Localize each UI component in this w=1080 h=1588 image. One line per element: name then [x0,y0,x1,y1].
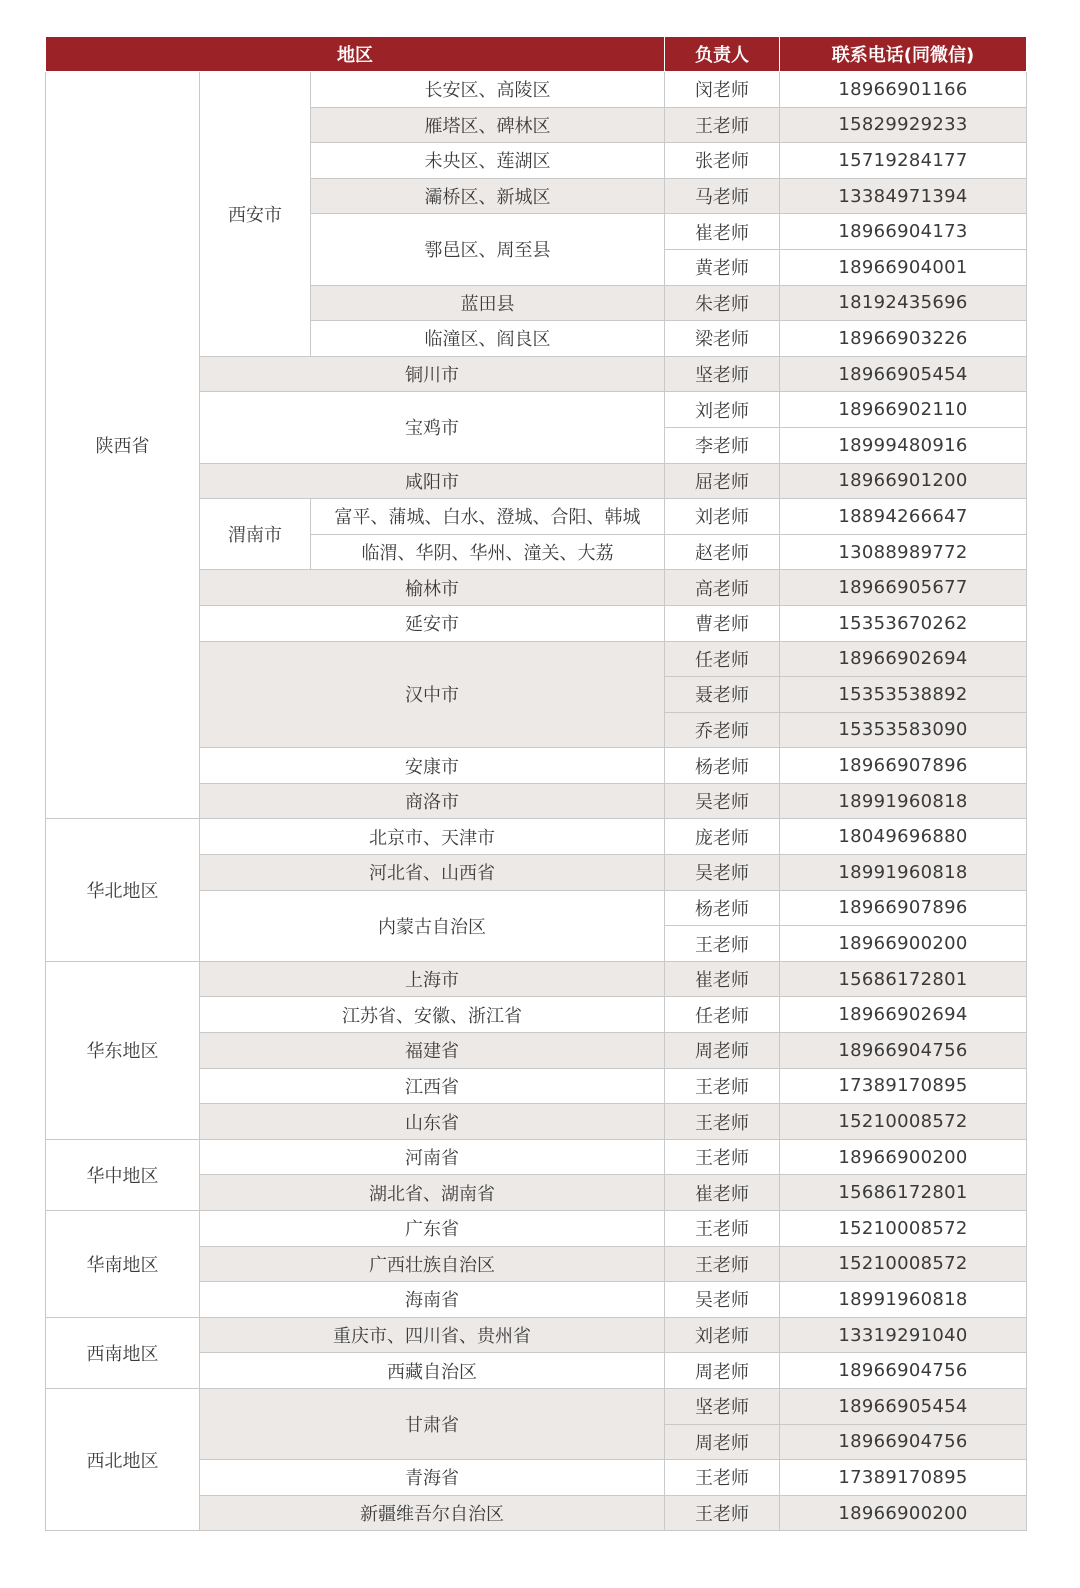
table-row [46,961,1027,997]
area-cell: 甘肃省 [200,1388,665,1459]
header-area: 地区 [46,37,665,72]
region-cell: 华东地区 [46,961,200,1139]
area-cell: 商洛市 [200,783,665,819]
table-row [46,1211,1027,1247]
person-cell: 王老师 [665,1139,780,1175]
area-cell: 灞桥区、新城区 [311,178,665,214]
person-cell: 杨老师 [665,890,780,926]
person-cell: 周老师 [665,1033,780,1069]
phone-cell: 15686172801 [780,961,1027,997]
region-cell: 西北地区 [46,1388,200,1530]
area-cell: 河南省 [200,1139,665,1175]
area-cell: 宝鸡市 [200,392,665,463]
person-cell: 坚老师 [665,1388,780,1424]
phone-cell: 15829929233 [780,107,1027,143]
phone-cell: 13384971394 [780,178,1027,214]
person-cell: 刘老师 [665,392,780,428]
person-cell: 张老师 [665,143,780,179]
phone-cell: 18894266647 [780,499,1027,535]
phone-cell: 18966905454 [780,1388,1027,1424]
phone-cell: 15686172801 [780,1175,1027,1211]
phone-cell: 13088989772 [780,534,1027,570]
area-cell: 延安市 [200,605,665,641]
phone-cell: 18966903226 [780,321,1027,357]
phone-cell: 18192435696 [780,285,1027,321]
person-cell: 吴老师 [665,855,780,891]
area-cell: 安康市 [200,748,665,784]
phone-cell: 18966904756 [780,1424,1027,1460]
person-cell: 吴老师 [665,1282,780,1318]
person-cell: 王老师 [665,926,780,962]
person-cell: 崔老师 [665,961,780,997]
person-cell: 王老师 [665,1104,780,1140]
table-row [46,1388,1027,1424]
person-cell: 任老师 [665,997,780,1033]
phone-cell: 18966905454 [780,356,1027,392]
person-cell: 杨老师 [665,748,780,784]
area-cell: 榆林市 [200,570,665,606]
area-cell: 长安区、高陵区 [311,72,665,108]
area-cell: 江苏省、安徽、浙江省 [200,997,665,1033]
area-cell: 北京市、天津市 [200,819,665,855]
table-row [46,72,1027,108]
area-cell: 雁塔区、碑林区 [311,107,665,143]
region-cell: 华中地区 [46,1139,200,1210]
region-cell: 西南地区 [46,1317,200,1388]
city-cell: 西安市 [200,72,311,357]
phone-cell: 18966904173 [780,214,1027,250]
city-cell: 渭南市 [200,499,311,570]
person-cell: 王老师 [665,1068,780,1104]
person-cell: 崔老师 [665,1175,780,1211]
phone-cell: 18966901200 [780,463,1027,499]
region-cell: 华北地区 [46,819,200,961]
person-cell: 屈老师 [665,463,780,499]
header-phone: 联系电话(同微信) [780,37,1027,72]
phone-cell: 18966902694 [780,997,1027,1033]
area-cell: 内蒙古自治区 [200,890,665,961]
phone-cell: 18966900200 [780,926,1027,962]
person-cell: 刘老师 [665,499,780,535]
area-cell: 广东省 [200,1211,665,1247]
person-cell: 赵老师 [665,534,780,570]
phone-cell: 15353538892 [780,677,1027,713]
person-cell: 王老师 [665,1495,780,1531]
phone-cell: 15210008572 [780,1211,1027,1247]
phone-cell: 18966902110 [780,392,1027,428]
area-cell: 铜川市 [200,356,665,392]
person-cell: 周老师 [665,1424,780,1460]
contact-table [45,36,1027,1531]
phone-cell: 18049696880 [780,819,1027,855]
phone-cell: 15210008572 [780,1246,1027,1282]
phone-cell: 18966907896 [780,890,1027,926]
region-cell: 华南地区 [46,1211,200,1318]
person-cell: 朱老师 [665,285,780,321]
phone-cell: 17389170895 [780,1460,1027,1496]
table-row [46,1139,1027,1175]
person-cell: 黄老师 [665,249,780,285]
phone-cell: 13319291040 [780,1317,1027,1353]
phone-cell: 18991960818 [780,783,1027,819]
area-cell: 江西省 [200,1068,665,1104]
person-cell: 王老师 [665,107,780,143]
phone-cell: 18966900200 [780,1495,1027,1531]
phone-cell: 18966904756 [780,1353,1027,1389]
area-cell: 鄠邑区、周至县 [311,214,665,285]
table-row [46,819,1027,855]
header-row [46,37,1027,72]
area-cell: 湖北省、湖南省 [200,1175,665,1211]
area-cell: 新疆维吾尔自治区 [200,1495,665,1531]
person-cell: 高老师 [665,570,780,606]
phone-cell: 15353583090 [780,712,1027,748]
phone-cell: 18966902694 [780,641,1027,677]
area-cell: 上海市 [200,961,665,997]
area-cell: 山东省 [200,1104,665,1140]
header-person: 负责人 [665,37,780,72]
person-cell: 王老师 [665,1460,780,1496]
area-cell: 青海省 [200,1460,665,1496]
area-cell: 海南省 [200,1282,665,1318]
area-cell: 西藏自治区 [200,1353,665,1389]
person-cell: 坚老师 [665,356,780,392]
phone-cell: 18966901166 [780,72,1027,108]
person-cell: 李老师 [665,427,780,463]
person-cell: 刘老师 [665,1317,780,1353]
phone-cell: 15353670262 [780,605,1027,641]
phone-cell: 18966907896 [780,748,1027,784]
person-cell: 梁老师 [665,321,780,357]
phone-cell: 18966904756 [780,1033,1027,1069]
area-cell: 临渭、华阴、华州、潼关、大荔 [311,534,665,570]
person-cell: 王老师 [665,1211,780,1247]
person-cell: 庞老师 [665,819,780,855]
area-cell: 汉中市 [200,641,665,748]
area-cell: 蓝田县 [311,285,665,321]
region-cell: 陕西省 [46,72,200,819]
area-cell: 重庆市、四川省、贵州省 [200,1317,665,1353]
person-cell: 聂老师 [665,677,780,713]
area-cell: 河北省、山西省 [200,855,665,891]
phone-cell: 15719284177 [780,143,1027,179]
phone-cell: 18966905677 [780,570,1027,606]
person-cell: 任老师 [665,641,780,677]
area-cell: 富平、蒲城、白水、澄城、合阳、韩城 [311,499,665,535]
area-cell: 广西壮族自治区 [200,1246,665,1282]
person-cell: 周老师 [665,1353,780,1389]
person-cell: 崔老师 [665,214,780,250]
phone-cell: 17389170895 [780,1068,1027,1104]
area-cell: 未央区、莲湖区 [311,143,665,179]
table-row [46,1317,1027,1353]
phone-cell: 15210008572 [780,1104,1027,1140]
area-cell: 福建省 [200,1033,665,1069]
person-cell: 闵老师 [665,72,780,108]
area-cell: 咸阳市 [200,463,665,499]
person-cell: 王老师 [665,1246,780,1282]
area-cell: 临潼区、阎良区 [311,321,665,357]
person-cell: 曹老师 [665,605,780,641]
phone-cell: 18966904001 [780,249,1027,285]
person-cell: 吴老师 [665,783,780,819]
person-cell: 乔老师 [665,712,780,748]
phone-cell: 18999480916 [780,427,1027,463]
phone-cell: 18991960818 [780,1282,1027,1318]
phone-cell: 18966900200 [780,1139,1027,1175]
person-cell: 马老师 [665,178,780,214]
phone-cell: 18991960818 [780,855,1027,891]
